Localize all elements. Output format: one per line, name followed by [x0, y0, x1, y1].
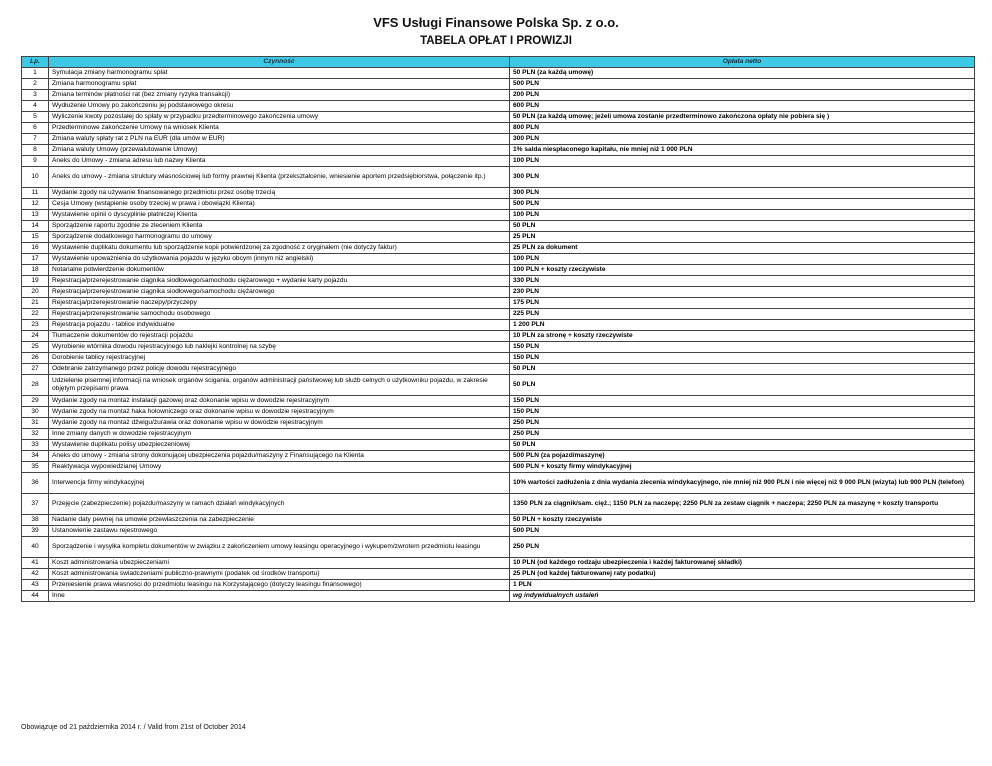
row-fee: 300 PLN	[510, 134, 975, 145]
row-fee: 150 PLN	[510, 353, 975, 364]
row-fee: 500 PLN (za pojazd/maszynę)	[510, 451, 975, 462]
row-action: Wydanie zgody na używanie finansowanego przedmiotu przez osobę trzecią	[49, 188, 510, 199]
row-action: Interwencja firmy windykacyjnej	[49, 473, 510, 494]
table-header-row	[22, 57, 975, 68]
row-number: 28	[22, 375, 49, 396]
row-action: Notarialne potwierdzenie dokumentów	[49, 265, 510, 276]
table-row	[22, 188, 975, 199]
row-fee: 250 PLN	[510, 429, 975, 440]
table-row	[22, 68, 975, 79]
row-fee: 500 PLN	[510, 526, 975, 537]
row-fee: 150 PLN	[510, 396, 975, 407]
table-row	[22, 418, 975, 429]
table-row	[22, 79, 975, 90]
row-fee: 100 PLN	[510, 156, 975, 167]
table-row	[22, 112, 975, 123]
table-row	[22, 396, 975, 407]
row-action: Rejestracja pojazdu - tablice indywidualne	[49, 320, 510, 331]
row-action: Zmiana waluty Umowy (przewalutowanie Umowy)	[49, 145, 510, 156]
row-action: Koszt administrowania świadczeniami publiczno-prawnymi (podatek od środków transportu)	[49, 569, 510, 580]
table-row	[22, 199, 975, 210]
table-row	[22, 569, 975, 580]
row-fee: 50 PLN + koszty rzeczywiste	[510, 515, 975, 526]
row-fee: 25 PLN za dokument	[510, 243, 975, 254]
row-fee: 500 PLN	[510, 199, 975, 210]
row-number: 4	[22, 101, 49, 112]
row-fee: 25 PLN (od każdej fakturowanej raty podatku)	[510, 569, 975, 580]
row-number: 19	[22, 276, 49, 287]
row-fee: 50 PLN	[510, 440, 975, 451]
table-row	[22, 494, 975, 515]
table-row	[22, 515, 975, 526]
row-action: Aneks do umowy - zmiana struktury własnościowej lub formy prawnej Klienta (przekształcenie, wniesienie aportem przedsiębiorstwa, połączenie itp.)	[49, 167, 510, 188]
row-number: 30	[22, 407, 49, 418]
row-number: 29	[22, 396, 49, 407]
row-action: Inne zmiany danych w dowodzie rejestracyjnym	[49, 429, 510, 440]
table-row	[22, 526, 975, 537]
row-action: Koszt administrowania ubezpieczeniami	[49, 558, 510, 569]
row-number: 23	[22, 320, 49, 331]
table-row	[22, 342, 975, 353]
row-number: 12	[22, 199, 49, 210]
row-action: Przejęcie (zabezpieczenie) pojazdu/maszyny w ramach działań windykacyjnych	[49, 494, 510, 515]
table-row	[22, 232, 975, 243]
table-row	[22, 156, 975, 167]
row-action: Wystawienie duplikatu polisy ubezpieczeniowej	[49, 440, 510, 451]
row-fee: 150 PLN	[510, 342, 975, 353]
row-fee: 230 PLN	[510, 287, 975, 298]
row-number: 42	[22, 569, 49, 580]
row-number: 16	[22, 243, 49, 254]
table-row	[22, 145, 975, 156]
row-action: Sporządzenie i wysyłka kompletu dokumentów w związku z zakończeniem umowy leasingu operacyjnego i wykupem/zwrotem przedmiotu leasingu	[49, 537, 510, 558]
table-row	[22, 375, 975, 396]
row-number: 8	[22, 145, 49, 156]
row-number: 2	[22, 79, 49, 90]
row-number: 41	[22, 558, 49, 569]
row-fee: 250 PLN	[510, 537, 975, 558]
row-action: Wystawienie upoważnienia do użytkowania pojazdu w języku obcym (innym niż angielski)	[49, 254, 510, 265]
row-number: 13	[22, 210, 49, 221]
row-fee: 50 PLN (za każdą umowę)	[510, 68, 975, 79]
table-row	[22, 558, 975, 569]
row-number: 35	[22, 462, 49, 473]
row-action: Sporządzenie dodatkowego harmonogramu do umowy	[49, 232, 510, 243]
row-number: 31	[22, 418, 49, 429]
column-header-lp: Lp.	[22, 57, 49, 68]
table-row	[22, 473, 975, 494]
table-title: TABELA OPŁAT I PROWIZJI	[420, 35, 572, 47]
row-number: 43	[22, 580, 49, 591]
table-row	[22, 287, 975, 298]
row-number: 21	[22, 298, 49, 309]
row-number: 26	[22, 353, 49, 364]
row-fee: 250 PLN	[510, 418, 975, 429]
row-action: Zmiana terminów płatności rat (bez zmiany ryzyka transakcji)	[49, 90, 510, 101]
row-action: Wydłużenie Umowy po zakończeniu jej podstawowego okresu	[49, 101, 510, 112]
row-fee: 330 PLN	[510, 276, 975, 287]
row-fee: wg indywidualnych ustaleń	[510, 591, 975, 602]
row-action: Wyrobienie wtórnika dowodu rejestracyjnego lub naklejki kontrolnej na szybę	[49, 342, 510, 353]
table-body	[22, 68, 975, 602]
fees-table	[21, 56, 975, 602]
row-action: Wyliczenie kwoty pozostałej do spłaty w przypadku przedterminowego zakończenia umowy	[49, 112, 510, 123]
row-number: 5	[22, 112, 49, 123]
row-fee: 50 PLN	[510, 375, 975, 396]
row-number: 39	[22, 526, 49, 537]
row-number: 6	[22, 123, 49, 134]
table-row	[22, 123, 975, 134]
table-row	[22, 90, 975, 101]
row-action: Aneks do umowy - zmiana strony dokonującej ubezpieczenia pojazdu/maszyny z Finansującego na Klienta	[49, 451, 510, 462]
row-number: 15	[22, 232, 49, 243]
row-action: Nadanie daty pewnej na umowie przewłaszczenia na zabezpieczenie	[49, 515, 510, 526]
column-header-fee: Opłata netto	[510, 57, 975, 68]
table-row	[22, 320, 975, 331]
row-action: Sporządzenie raportu zgodnie ze zleceniem Klienta	[49, 221, 510, 232]
row-fee: 175 PLN	[510, 298, 975, 309]
row-number: 18	[22, 265, 49, 276]
row-number: 44	[22, 591, 49, 602]
row-fee: 800 PLN	[510, 123, 975, 134]
row-fee: 300 PLN	[510, 167, 975, 188]
row-number: 34	[22, 451, 49, 462]
row-action: Zmiana waluty spłaty rat z PLN na EUR (dla umów w EUR)	[49, 134, 510, 145]
row-fee: 10 PLN (od każdego rodzaju ubezpieczenia i każdej fakturowanej składki)	[510, 558, 975, 569]
row-number: 40	[22, 537, 49, 558]
row-fee: 100 PLN	[510, 254, 975, 265]
row-fee: 1 PLN	[510, 580, 975, 591]
row-fee: 100 PLN	[510, 210, 975, 221]
table-row	[22, 580, 975, 591]
row-fee: 10 PLN za stronę + koszty rzeczywiste	[510, 331, 975, 342]
table-row	[22, 134, 975, 145]
row-fee: 50 PLN (za każdą umowę; jeżeli umowa zostanie przedterminowo zakończona opłaty nie pobiera się )	[510, 112, 975, 123]
row-action: Zmiana harmonogramu spłat	[49, 79, 510, 90]
table-row	[22, 440, 975, 451]
row-action: Reaktywacja wypowiedzianej Umowy	[49, 462, 510, 473]
row-number: 9	[22, 156, 49, 167]
row-number: 33	[22, 440, 49, 451]
row-action: Wydanie zgody na montaż instalacji gazowej oraz dokonanie wpisu w dowodzie rejestracyjnym	[49, 396, 510, 407]
row-number: 17	[22, 254, 49, 265]
row-number: 14	[22, 221, 49, 232]
table-row	[22, 276, 975, 287]
row-action: Aneks do Umowy - zmiana adresu lub nazwy Klienta	[49, 156, 510, 167]
row-number: 27	[22, 364, 49, 375]
row-number: 37	[22, 494, 49, 515]
table-row	[22, 591, 975, 602]
row-number: 38	[22, 515, 49, 526]
row-number: 11	[22, 188, 49, 199]
row-fee: 600 PLN	[510, 101, 975, 112]
row-action: Ustanowienie zastawu rejestrowego	[49, 526, 510, 537]
row-fee: 25 PLN	[510, 232, 975, 243]
table-row	[22, 462, 975, 473]
row-fee: 1% salda niespłaconego kapitału, nie mniej niż 1 000 PLN	[510, 145, 975, 156]
row-number: 22	[22, 309, 49, 320]
row-action: Dorobienie tablicy rejestracyjnej	[49, 353, 510, 364]
row-action: Rejestracja/przerejestrowanie ciągnika siodłowego/samochodu ciężarowego + wydanie karty pojazdu	[49, 276, 510, 287]
table-row	[22, 221, 975, 232]
row-action: Rejestracja/przerejestrowanie naczepy/przyczepy	[49, 298, 510, 309]
row-fee: 1350 PLN za ciągnik/sam. cięż.; 1150 PLN za naczepę; 2250 PLN za zestaw ciągnik + naczepa; 2250 PLN za maszynę + koszty transportu	[510, 494, 975, 515]
table-row	[22, 309, 975, 320]
row-number: 3	[22, 90, 49, 101]
row-action: Odebranie zatrzymanego przez policję dowodu rejestracyjnego	[49, 364, 510, 375]
row-fee: 150 PLN	[510, 407, 975, 418]
row-fee: 50 PLN	[510, 364, 975, 375]
row-action: Wystawienie duplikatu dokumentu lub sporządzenie kopii potwierdzonej za zgodność z oryginałem (nie dotyczy faktur)	[49, 243, 510, 254]
table-row	[22, 407, 975, 418]
table-row	[22, 265, 975, 276]
row-action: Inne	[49, 591, 510, 602]
table-row	[22, 429, 975, 440]
row-fee: 300 PLN	[510, 188, 975, 199]
table-row	[22, 537, 975, 558]
row-fee: 500 PLN	[510, 79, 975, 90]
row-action: Wydanie zgody na montaż haka holowniczego oraz dokonanie wpisu w dowodzie rejestracyjnym	[49, 407, 510, 418]
row-number: 10	[22, 167, 49, 188]
table-row	[22, 254, 975, 265]
row-number: 20	[22, 287, 49, 298]
row-number: 32	[22, 429, 49, 440]
row-fee: 50 PLN	[510, 221, 975, 232]
table-row	[22, 331, 975, 342]
row-action: Symulacja zmiany harmonogramu spłat	[49, 68, 510, 79]
row-action: Przedterminowe zakończenie Umowy na wniosek Klienta	[49, 123, 510, 134]
table-row	[22, 101, 975, 112]
table-row	[22, 353, 975, 364]
row-fee: 10% wartości zadłużenia z dnia wydania zlecenia windykacyjnego, nie mniej niż 900 PLN i nie więcej niż 9 000 PLN (wizyta) lub 900 PLN (telefon)	[510, 473, 975, 494]
row-action: Tłumaczenie dokumentów do rejestracji pojazdu	[49, 331, 510, 342]
row-fee: 100 PLN + koszty rzeczywiste	[510, 265, 975, 276]
row-number: 36	[22, 473, 49, 494]
row-action: Udzielenie pisemnej informacji na wniosek organów ścigania, organów administracji państwowej lub służb celnych o użytkowniku pojazdu, w zakresie objętym przepisami prawa	[49, 375, 510, 396]
row-fee: 1 200 PLN	[510, 320, 975, 331]
row-action: Rejestracja/przerejestrowanie samochodu osobowego	[49, 309, 510, 320]
table-row	[22, 298, 975, 309]
row-action: Przeniesienie prawa własności do przedmiotu leasingu na Korzystającego (dotyczy leasingu finansowego)	[49, 580, 510, 591]
table-row	[22, 364, 975, 375]
table-row	[22, 451, 975, 462]
table-row	[22, 243, 975, 254]
row-number: 24	[22, 331, 49, 342]
company-name: VFS Usługi Finansowe Polska Sp. z o.o.	[373, 15, 619, 30]
row-fee: 200 PLN	[510, 90, 975, 101]
table-row	[22, 210, 975, 221]
row-action: Wystawienie opinii o dyscyplinie płatniczej Klienta	[49, 210, 510, 221]
row-fee: 225 PLN	[510, 309, 975, 320]
column-header-action: Czynność	[49, 57, 510, 68]
validity-note: Obowiązuje od 21 października 2014 r. / Valid from 21st of October 2014	[21, 724, 246, 731]
row-number: 25	[22, 342, 49, 353]
table-row	[22, 167, 975, 188]
row-action: Rejestracja/przerejestrowanie ciągnika siodłowego/samochodu ciężarowego	[49, 287, 510, 298]
row-number: 1	[22, 68, 49, 79]
row-number: 7	[22, 134, 49, 145]
row-action: Cesja Umowy (wstąpienie osoby trzeciej w prawa i obowiązki Klienta)	[49, 199, 510, 210]
row-action: Wydanie zgody na montaż dźwigu/żurawia oraz dokonanie wpisu w dowodzie rejestracyjnym	[49, 418, 510, 429]
row-fee: 500 PLN + koszty firmy windykacyjnej	[510, 462, 975, 473]
